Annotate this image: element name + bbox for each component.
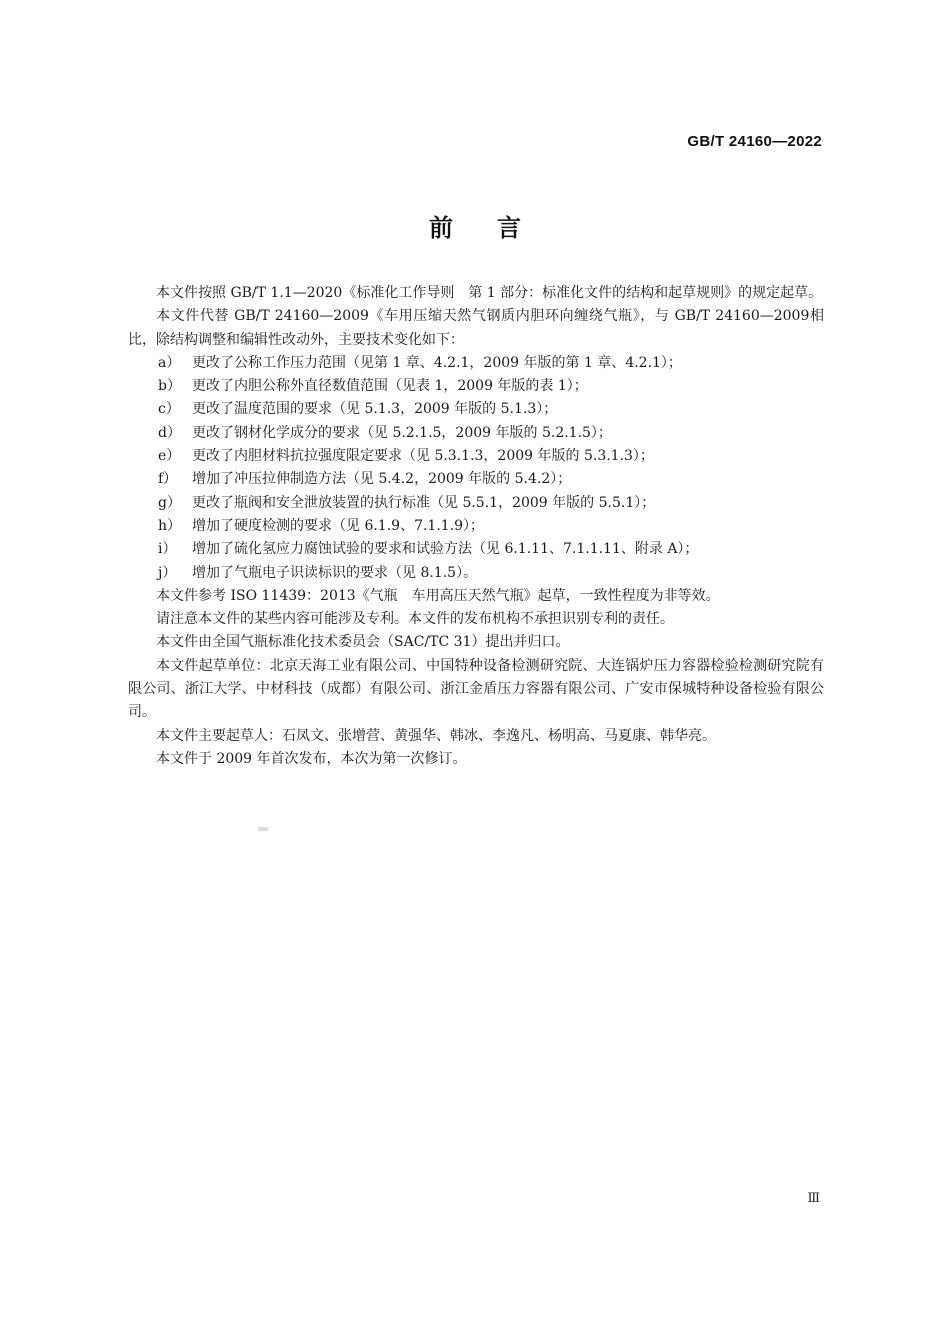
scan-mark [258,827,268,831]
list-item-text: 更改了钢材化学成分的要求（见 5.2.1.5，2009 年版的 5.2.1.5）； [192,424,612,441]
standard-number: GB/T 24160—2022 [687,133,822,150]
list-item-mark: c） [158,401,180,418]
list-item [128,375,824,398]
changes-list [128,352,824,585]
list-item-mark: h） [158,517,182,534]
list-item [128,445,824,468]
list-item-mark: f） [158,471,178,488]
list-item-text: 更改了瓶阀和安全泄放装置的执行标准（见 5.5.1，2009 年版的 5.5.1）； [192,494,656,511]
list-item-mark: a） [158,354,181,371]
list-item-mark: d） [158,424,181,441]
list-item-mark: i） [158,541,177,558]
list-item-text: 更改了公称工作压力范围（见第 1 章、4.2.1，2009 年版的第 1 章、4.2.1）； [192,354,682,371]
paragraph-proposer: 本文件由全国气瓶标准化技术委员会（SAC/TC 31）提出并归口。 [156,634,570,651]
list-item-text: 更改了内胆公称外直径数值范围（见表 1，2009 年版的表 1）； [192,378,588,395]
list-item [128,515,824,538]
list-item-text: 增加了冲压拉伸制造方法（见 5.4.2，2009 年版的 5.4.2）； [192,471,572,488]
list-item [128,562,824,585]
list-item-mark: j） [158,564,177,581]
document-body [128,282,824,771]
list-item [128,352,824,375]
paragraph-drafters: 本文件主要起草人：石凤文、张增营、黄强华、韩冰、李逸凡、杨明高、马夏康、韩华亮。 [156,727,716,744]
paragraph-replaces-standard: 本文件代替 GB/T 24160—2009《车用压缩天然气钢质内胆环向缠绕气瓶》，与 GB/T 24160—2009相比，除结构调整和编辑性改动外，主要技术变化如下： [128,308,824,348]
list-item [128,398,824,421]
list-item [128,492,824,515]
list-item [128,422,824,445]
list-item-mark: e） [158,448,181,465]
paragraph-drafting-rules: 本文件按照 GB/T 1.1—2020《标准化工作导则 第 1 部分：标准化文件的结构和起草规则》的规定起草。 [156,285,823,301]
list-item-text: 增加了气瓶电子识读标识的要求（见 8.1.5）。 [192,564,478,581]
list-item [128,538,824,561]
list-item-mark: b） [158,378,181,395]
paragraph-publication-history: 本文件于 2009 年首次发布，本次为第一次修订。 [156,750,467,767]
paragraph-patent-notice: 请注意本文件的某些内容可能涉及专利。本文件的发布机构不承担识别专利的责任。 [156,611,674,628]
list-item-text: 增加了硬度检测的要求（见 6.1.9、7.1.1.9）； [192,517,485,534]
list-item-mark: g） [158,494,181,511]
list-item-text: 更改了内胆材料抗拉强度限定要求（见 5.3.1.3，2009 年版的 5.3.1.3）； [192,448,654,465]
list-item-text: 增加了硫化氢应力腐蚀试验的要求和试验方法（见 6.1.11、7.1.1.11、附录 A）； [192,541,699,558]
page-title: 前言 [429,214,565,242]
paragraph-drafting-units: 本文件起草单位：北京天海工业有限公司、中国特种设备检测研究院、大连锅炉压力容器检验检测研究院有限公司、浙江大学、中材科技（成都）有限公司、浙江金盾压力容器有限公司、广安市保城特种设备检验有限公司。 [128,657,824,721]
list-item [128,468,824,491]
list-item-text: 更改了温度范围的要求（见 5.1.3，2009 年版的 5.1.3）； [192,401,558,418]
page-number: Ⅲ [807,1191,820,1206]
paragraph-reference-standard: 本文件参考 ISO 11439：2013《气瓶 车用高压天然气瓶》起草，一致性程度为非等效。 [156,587,720,604]
